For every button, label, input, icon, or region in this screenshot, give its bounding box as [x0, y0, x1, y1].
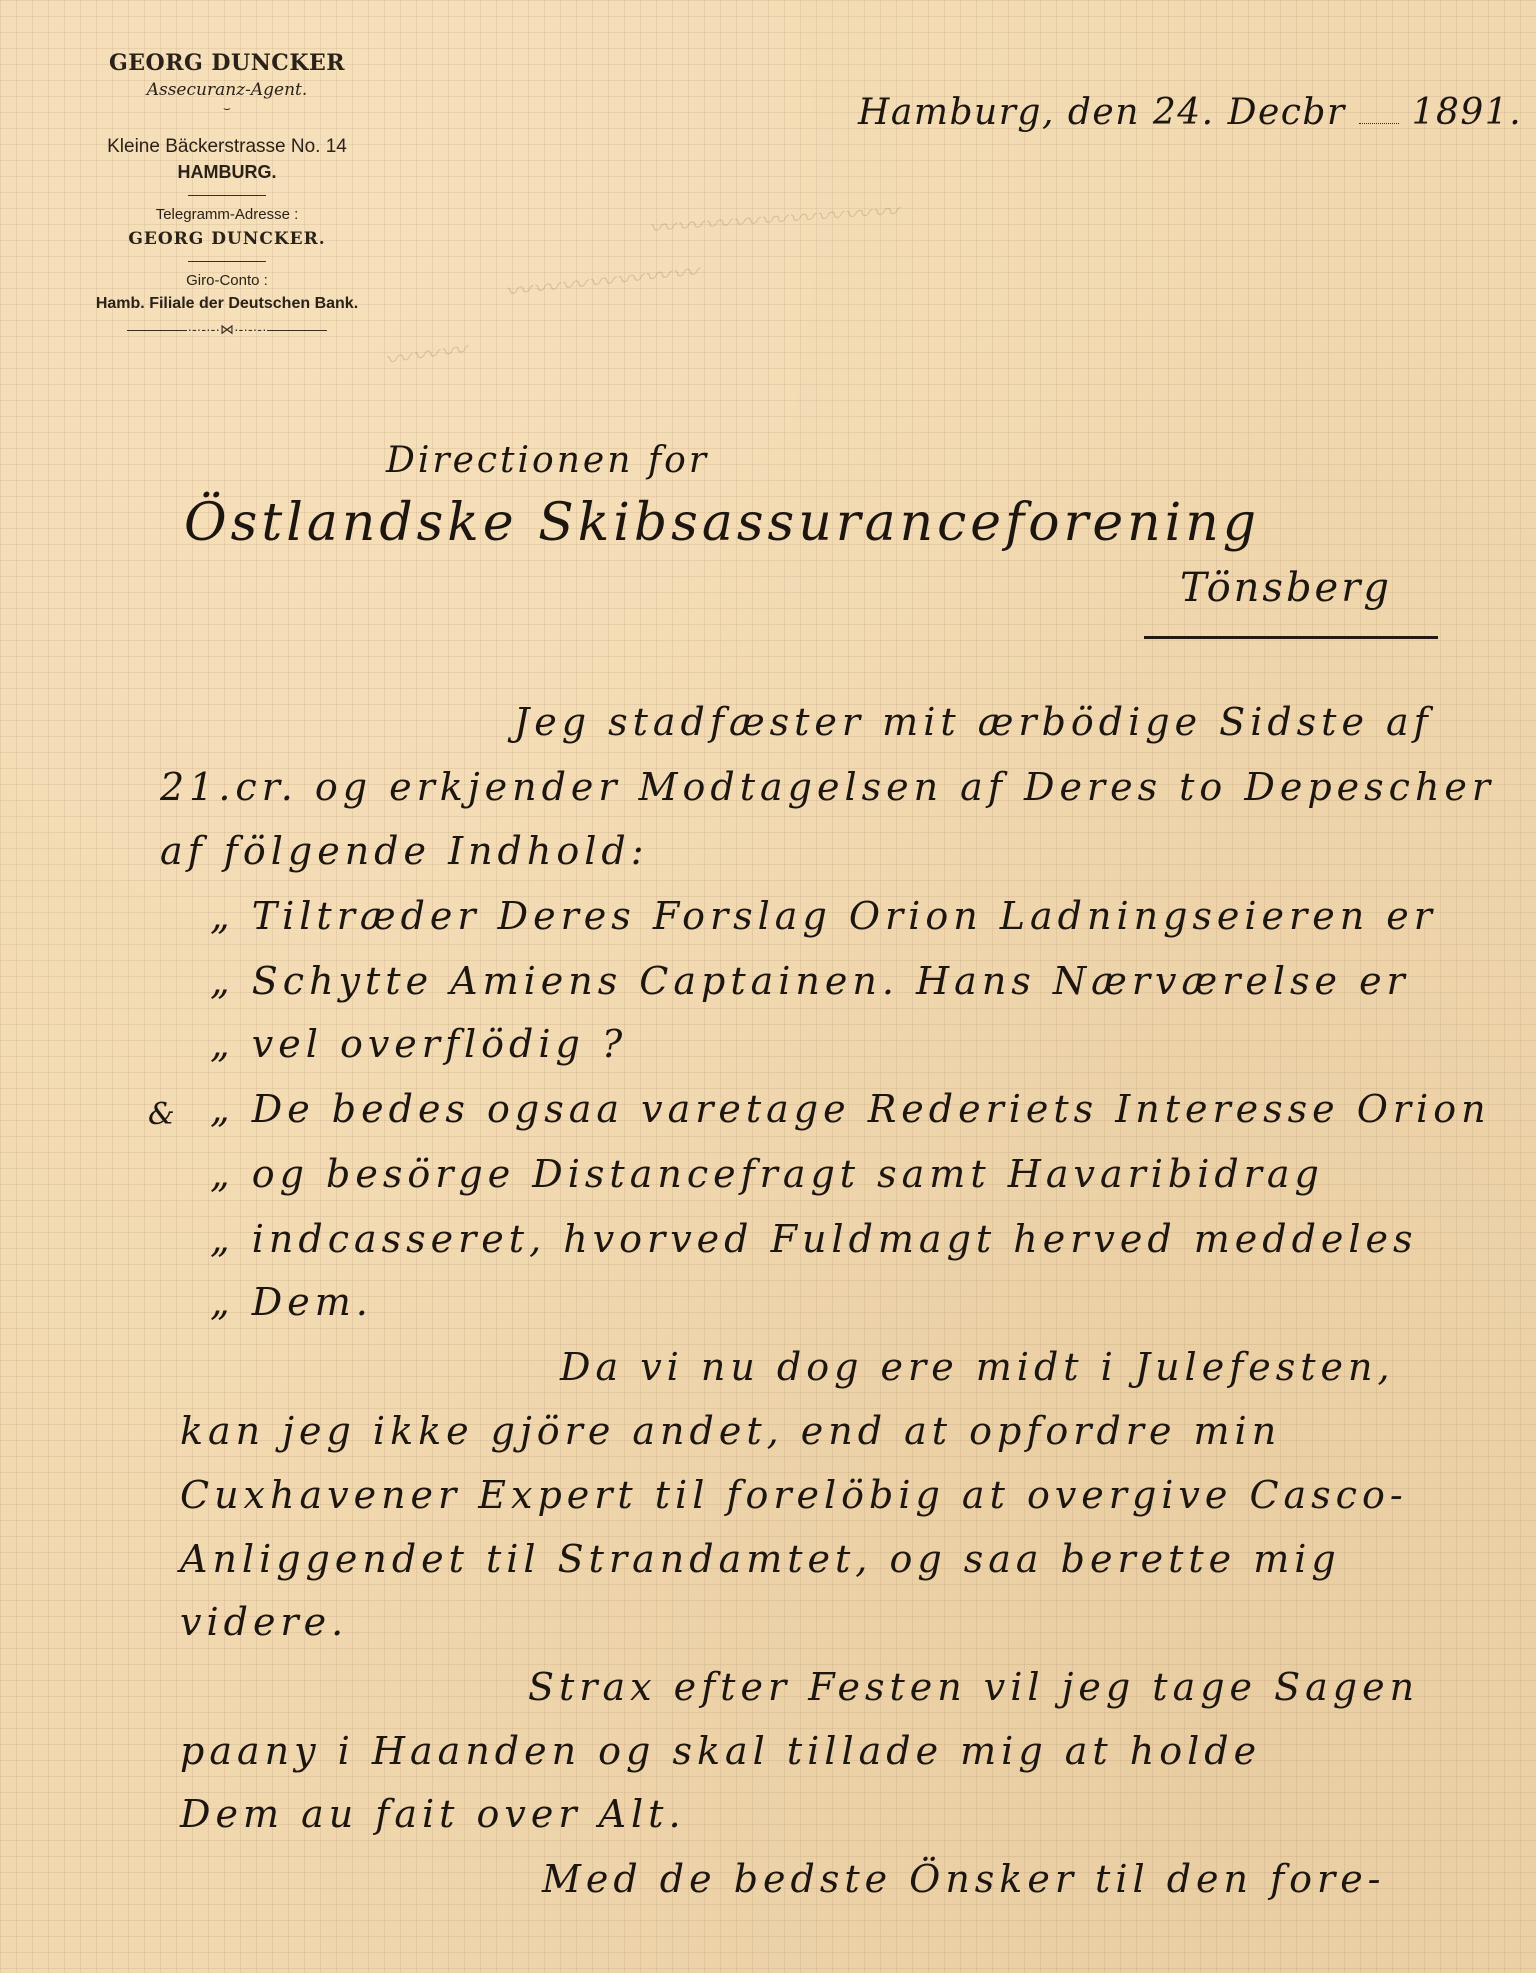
- body-line: 21.cr. og erkjender Modtagelsen af Deres to Depescher: [160, 765, 1496, 809]
- sender-name: GEORG DUNCKER: [108, 50, 345, 76]
- sender-city: HAMBURG.: [177, 162, 277, 182]
- body-line: paany i Haanden og skal tillade mig at holde: [180, 1729, 1262, 1773]
- flourish-icon: ·-·-·-·⋈·-·-·-·: [52, 321, 402, 338]
- date-place: Hamburg, den: [858, 92, 1140, 133]
- date-blank: [1359, 97, 1399, 124]
- recipient-underline: [1144, 636, 1438, 639]
- body-line: videre.: [180, 1600, 349, 1644]
- divider: [188, 261, 266, 262]
- date-year-prefix: 189: [1411, 92, 1485, 133]
- recipient-line-3: Tönsberg: [1180, 565, 1392, 611]
- body-line: „ indcasseret, hvorved Fuldmagt herved meddeles: [210, 1217, 1418, 1261]
- giro-bank: Hamb. Filiale der Deutschen Bank.: [95, 295, 359, 312]
- body-line: Cuxhavener Expert til forelöbig at overgive Casco-: [180, 1473, 1408, 1517]
- letterhead: [52, 50, 402, 338]
- body-line: „ og besörge Distancefragt samt Havaribidrag: [210, 1152, 1324, 1196]
- divider: [188, 195, 266, 196]
- body-line: Strax efter Festen vil jeg tage Sagen: [528, 1665, 1420, 1709]
- bleed-through-marks: 〰〰〰: [382, 335, 471, 377]
- telegram-label: Telegramm-Adresse :: [155, 206, 299, 223]
- body-line: „ De bedes ogsaa varetage Rederiets Interesse Orion: [210, 1087, 1491, 1131]
- body-line: „ Schytte Amiens Captainen. Hans Nærværelse er: [210, 959, 1410, 1003]
- date-month: Decbr: [1227, 92, 1346, 133]
- body-line: Jeg stadfæster mit ærbödige Sidste af: [514, 700, 1433, 744]
- body-line: Med de bedste Önsker til den fore-: [542, 1857, 1386, 1901]
- margin-mark: &: [148, 1097, 175, 1132]
- body-line: „ Tiltræder Deres Forslag Orion Ladningseieren er: [210, 894, 1437, 938]
- bleed-through-marks: 〰〰〰〰〰〰〰〰〰: [647, 197, 901, 245]
- recipient-line-2: Östlandske Skibsassuranceforening: [184, 493, 1261, 553]
- body-line: „ Dem.: [210, 1280, 373, 1324]
- sender-address: Kleine Bäckerstrasse No. 14: [107, 136, 347, 157]
- body-line: af fölgende Indhold:: [160, 829, 649, 873]
- body-line: „ vel overflödig ?: [210, 1022, 628, 1066]
- bleed-through-marks: 〰〰〰〰〰〰〰: [503, 257, 702, 309]
- date-day: 24.: [1152, 92, 1215, 133]
- date-year-suffix: 1.: [1484, 92, 1523, 133]
- recipient-line-1: Directionen for: [386, 440, 710, 481]
- date-line: [858, 92, 1522, 133]
- body-line: Da vi nu dog ere midt i Julefesten,: [560, 1345, 1395, 1389]
- giro-label: Giro-Conto :: [186, 272, 268, 289]
- body-line: Dem au fait over Alt.: [180, 1792, 686, 1836]
- body-line: Anliggendet til Strandamtet, og saa berette mig: [180, 1537, 1341, 1581]
- ornament-icon: ⌣: [223, 101, 231, 115]
- body-line: kan jeg ikke gjöre andet, end at opfordre min: [180, 1409, 1282, 1453]
- sender-role: Assecuranz-Agent.: [146, 80, 308, 100]
- telegram-address: GEORG DUNCKER.: [128, 229, 326, 249]
